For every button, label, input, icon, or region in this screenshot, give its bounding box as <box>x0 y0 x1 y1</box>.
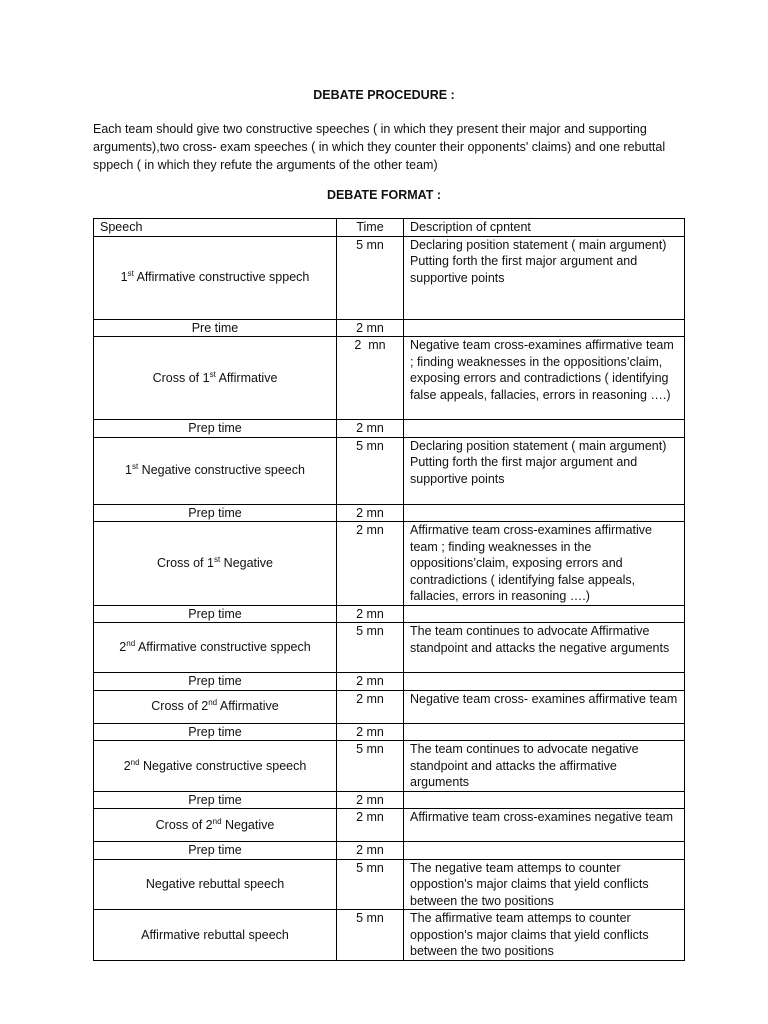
time-cell: 2 mn <box>337 605 404 623</box>
ordinal-suffix: nd <box>126 639 136 649</box>
ordinal-suffix: nd <box>130 757 140 767</box>
description-cell: The team continues to advocate Affirmative standpoint and attacks the negative arguments <box>404 623 685 673</box>
table-row <box>94 741 685 792</box>
table-row <box>94 522 685 606</box>
table-row <box>94 504 685 522</box>
speech-cell <box>94 723 337 741</box>
description-cell <box>404 842 685 860</box>
header-time: Time <box>337 219 404 237</box>
speech-label: Prep time <box>188 792 242 807</box>
speech-label: Cross of 2 <box>155 817 213 832</box>
speech-label: Prep time <box>188 724 242 739</box>
time-cell: 2 mn <box>337 673 404 691</box>
speech-cell <box>94 741 337 792</box>
speech-label-rest: Affirmative <box>215 370 278 385</box>
speech-cell <box>94 791 337 809</box>
speech-cell <box>94 842 337 860</box>
time-cell: 2 mn <box>337 690 404 723</box>
time-cell: 5 mn <box>337 859 404 910</box>
time-cell: 2 mn <box>337 842 404 860</box>
table-row <box>94 337 685 420</box>
time-cell: 5 mn <box>337 236 404 319</box>
ordinal-suffix: nd <box>212 816 222 826</box>
description-cell: Declaring position statement ( main argument) Putting forth the first major argument and supportive points <box>404 236 685 319</box>
ordinal-suffix: st <box>131 462 139 472</box>
speech-cell <box>94 910 337 961</box>
table-header-row <box>94 219 685 237</box>
ordinal-suffix: nd <box>208 698 218 708</box>
table-row <box>94 420 685 438</box>
header-speech: Speech <box>94 219 337 237</box>
time-cell: 5 mn <box>337 741 404 792</box>
description-cell <box>404 605 685 623</box>
ordinal-suffix: st <box>127 269 134 279</box>
speech-cell <box>94 319 337 337</box>
speech-cell <box>94 437 337 504</box>
time-cell: 2 mn <box>337 791 404 809</box>
time-cell: 2 mn <box>337 723 404 741</box>
speech-label-rest: Affirmative <box>217 699 279 714</box>
speech-label: 1 <box>125 463 132 478</box>
speech-label: Cross of 1 <box>156 556 214 570</box>
speech-cell <box>94 420 337 438</box>
speech-label: Prep time <box>188 843 242 857</box>
description-cell: The affirmative team attemps to counter oppostion's major claims that yield conflicts between the two positions <box>404 910 685 961</box>
table-row <box>94 236 685 319</box>
table-row <box>94 910 685 961</box>
description-cell <box>404 504 685 522</box>
speech-cell <box>94 522 337 606</box>
time-cell: 5 mn <box>337 437 404 504</box>
speech-label: 1 <box>120 270 128 285</box>
description-cell: Negative team cross-examines affirmative team ; finding weaknesses in the oppositions’claim, exposing errors and contradictions ( identifying false appeals, fallacies, errors in reasoning ….) <box>404 337 685 420</box>
ordinal-suffix: st <box>209 369 216 379</box>
speech-cell <box>94 623 337 673</box>
table-row <box>94 673 685 691</box>
intro-paragraph: Each team should give two constructive speeches ( in which they present their major and supporting arguments),two cross- exam speeches ( in which they counter their opponents' claims) and one rebuttal sppech ( in which they refute the arguments of the other team) <box>93 122 666 172</box>
table-row <box>94 437 685 504</box>
speech-label: 2 <box>123 758 131 773</box>
debate-format-table <box>93 218 685 961</box>
table-row <box>94 690 685 723</box>
speech-cell <box>94 859 337 910</box>
format-title: DEBATE FORMAT : <box>326 188 442 202</box>
description-cell: Affirmative team cross-examines negative team <box>404 809 685 842</box>
speech-cell <box>94 690 337 723</box>
description-cell: Declaring position statement ( main argument) Putting forth the first major argument and supportive points <box>404 437 685 504</box>
table-row <box>94 723 685 741</box>
time-cell: 2 mn <box>337 337 404 420</box>
speech-label-rest: Negative <box>220 556 273 570</box>
speech-label-rest: Affirmative constructive sppech <box>135 640 311 655</box>
speech-label: 2 <box>119 640 127 655</box>
speech-cell <box>94 236 337 319</box>
description-cell <box>404 723 685 741</box>
speech-label-rest: Negative constructive speech <box>138 463 305 478</box>
description-cell: The negative team attemps to counter oppostion's major claims that yield conflicts between the two positions <box>404 859 685 910</box>
speech-label: Cross of 2 <box>151 699 209 714</box>
speech-cell <box>94 809 337 842</box>
time-cell: 5 mn <box>337 910 404 961</box>
description-cell <box>404 420 685 438</box>
description-cell: Affirmative team cross-examines affirmative team ; finding weaknesses in the oppositions’claim, exposing errors and contradictions ( identifying false appeals, fallacies, errors in reasoning ….) <box>404 522 685 606</box>
time-cell: 2 mn <box>337 809 404 842</box>
speech-label: Prep time <box>188 421 242 435</box>
speech-label: Prep time <box>188 505 242 520</box>
description-cell <box>404 791 685 809</box>
time-cell: 5 mn <box>337 623 404 673</box>
time-cell: 2 mn <box>337 522 404 606</box>
table-row <box>94 842 685 860</box>
ordinal-suffix: st <box>213 554 221 564</box>
speech-label: Prep time <box>188 606 242 621</box>
table-row <box>94 809 685 842</box>
speech-label-rest: Affirmative constructive sppech <box>133 270 310 285</box>
table-row <box>94 623 685 673</box>
time-cell: 2 mn <box>337 504 404 522</box>
speech-label: Negative rebuttal speech <box>145 877 285 891</box>
speech-label: Pre time <box>191 320 239 335</box>
description-cell: The team continues to advocate negative standpoint and attacks the affirmative arguments <box>404 741 685 792</box>
speech-cell <box>94 605 337 623</box>
speech-label: Affirmative rebuttal speech <box>141 927 289 942</box>
table-row <box>94 791 685 809</box>
speech-label-rest: Negative constructive speech <box>139 758 307 773</box>
header-description: Description of cpntent <box>404 219 685 237</box>
speech-cell <box>94 673 337 691</box>
description-cell <box>404 319 685 337</box>
speech-label: Cross of 1 <box>152 370 210 385</box>
time-cell: 2 mn <box>337 319 404 337</box>
description-cell <box>404 673 685 691</box>
speech-cell <box>94 337 337 420</box>
table-row <box>94 859 685 910</box>
table-row <box>94 319 685 337</box>
page-title: DEBATE PROCEDURE : <box>313 88 455 102</box>
speech-cell <box>94 504 337 522</box>
speech-label: Prep time <box>188 674 242 688</box>
table-row <box>94 605 685 623</box>
time-cell: 2 mn <box>337 420 404 438</box>
description-cell: Negative team cross- examines affirmative team <box>404 690 685 723</box>
speech-label-rest: Negative <box>221 817 275 832</box>
